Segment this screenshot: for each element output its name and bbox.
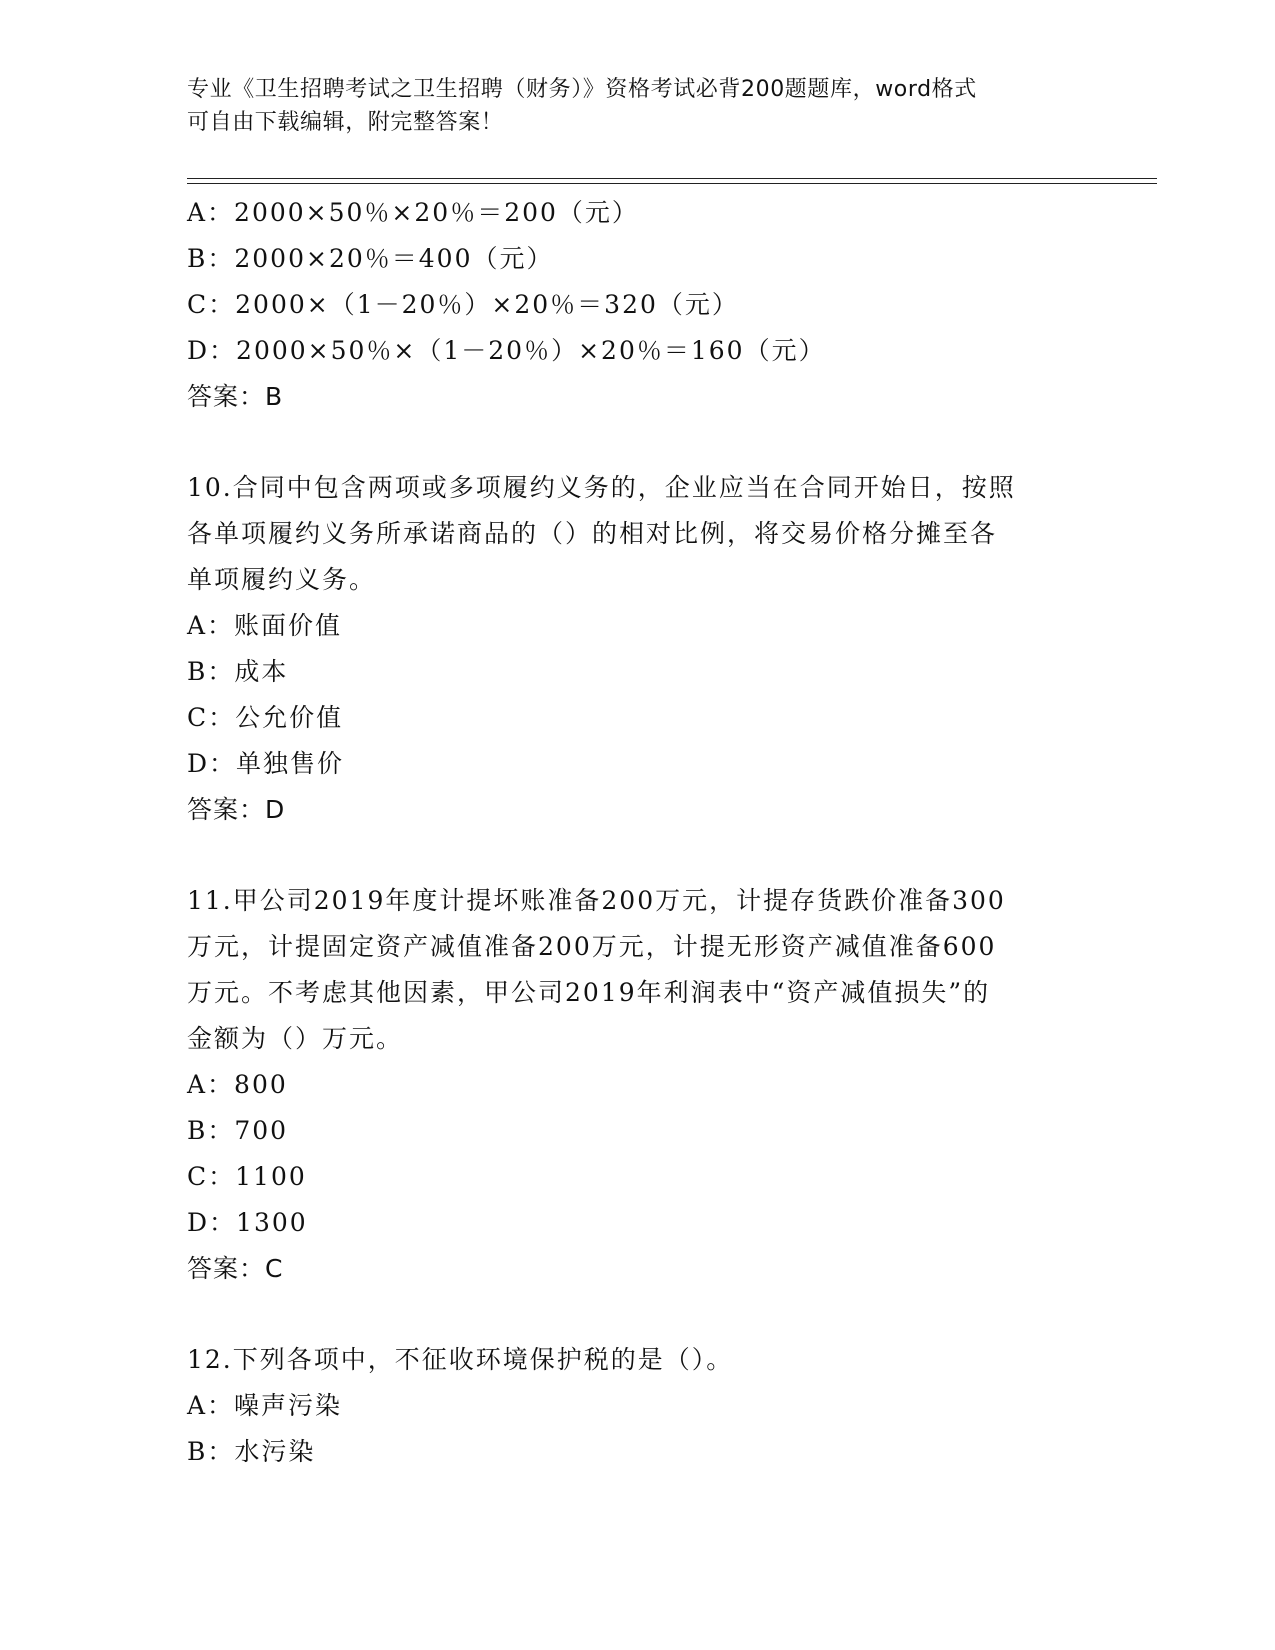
question-text-line: 各单项履约义务所承诺商品的（）的相对比例，将交易价格分摊至各 — [187, 519, 998, 548]
option-d: D：1300 — [187, 1208, 308, 1237]
option-a: A：账面价值 — [187, 611, 343, 640]
question-text-line: 11.甲公司2019年度计提坏账准备200万元，计提存货跌价准备300 — [187, 886, 1006, 915]
question-block-12 — [187, 1337, 1087, 1475]
header-divider-thin — [187, 183, 1157, 184]
option-a: A：2000×50％×20％＝200（元） — [187, 198, 639, 227]
option-b: B：水污染 — [187, 1437, 316, 1466]
option-a: A：800 — [187, 1070, 288, 1099]
option-b: B：700 — [187, 1116, 289, 1145]
question-text-line: 单项履约义务。 — [187, 565, 377, 594]
question-text-line: 万元，计提固定资产减值准备200万元，计提无形资产减值准备600 — [187, 932, 997, 961]
option-c: C：公允价值 — [187, 703, 344, 732]
header-line-2: 可自由下载编辑，附完整答案！ — [187, 110, 504, 135]
option-d: D：2000×50％×（1－20％）×20％＝160（元） — [187, 336, 826, 365]
question-block-9 — [187, 190, 1087, 420]
option-c: C：1100 — [187, 1162, 307, 1191]
question-text-line: 万元。不考虑其他因素，甲公司2019年利润表中“资产减值损失”的 — [187, 978, 991, 1007]
question-block-11 — [187, 878, 1087, 1292]
option-d: D：单独售价 — [187, 749, 345, 778]
answer-line: 答案：B — [187, 382, 284, 411]
question-text-line: 10.合同中包含两项或多项履约义务的，企业应当在合同开始日，按照 — [187, 473, 1016, 502]
option-c: C：2000×（1－20％）×20％＝320（元） — [187, 290, 739, 319]
document-header — [187, 73, 1087, 139]
option-b: B：2000×20％＝400（元） — [187, 244, 554, 273]
question-content — [187, 190, 1087, 1475]
header-line-1: 专业《卫生招聘考试之卫生招聘（财务）》资格考试必背200题题库，word格式 — [187, 77, 977, 102]
answer-line: 答案：D — [187, 795, 286, 824]
option-a: A：噪声污染 — [187, 1391, 343, 1420]
question-block-10 — [187, 465, 1087, 833]
answer-line: 答案：C — [187, 1254, 284, 1283]
question-text-line: 12.下列各项中，不征收环境保护税的是（）。 — [187, 1345, 734, 1374]
header-divider-thick — [187, 178, 1157, 179]
option-b: B：成本 — [187, 657, 289, 686]
question-text-line: 金额为（）万元。 — [187, 1024, 404, 1053]
